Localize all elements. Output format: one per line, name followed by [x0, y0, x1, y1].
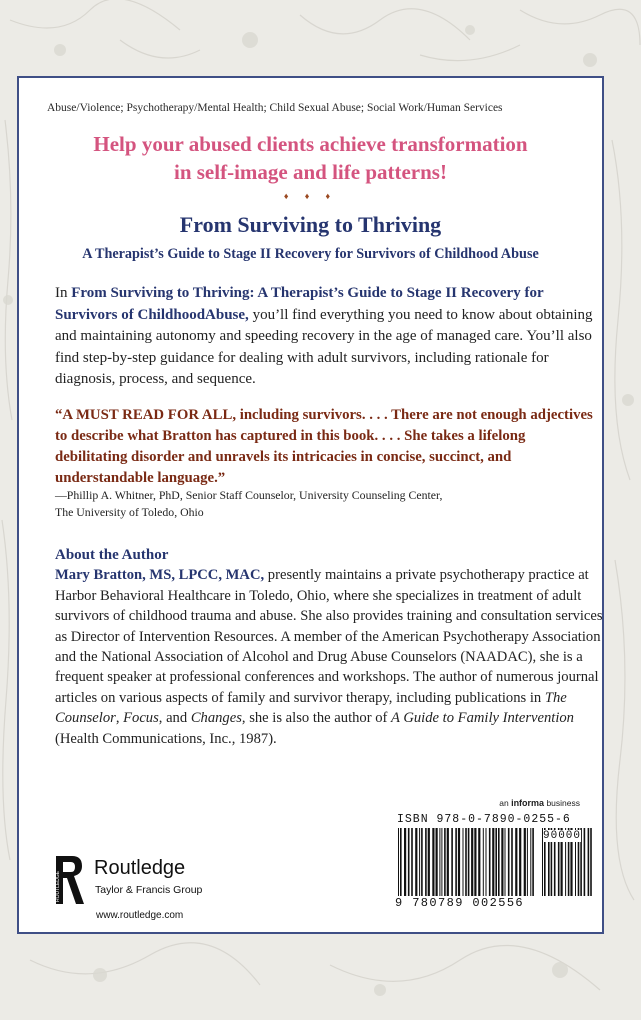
barcode-bar: [436, 828, 438, 896]
barcode-bar: [455, 828, 457, 896]
barcode-bar: [432, 828, 434, 896]
diamond-ornament: ♦ ♦ ♦: [283, 191, 338, 201]
publisher-name: Routledge: [94, 857, 186, 879]
publication-focus: Focus: [123, 710, 159, 727]
barcode-bar: [465, 828, 467, 896]
routledge-logo-icon: [52, 854, 86, 906]
barcode-bar: [398, 828, 399, 896]
barcode-bar: [498, 828, 500, 896]
informa-business-tag: [499, 798, 580, 808]
barcode-bar: [511, 828, 513, 896]
barcode-bar: [419, 828, 420, 896]
barcode-bar: [408, 828, 410, 896]
author-bio: [55, 565, 603, 749]
barcode-bar: [532, 828, 534, 896]
intro-body: you’ll find everything you need to know about obtaining and maintaining autonomy and speeding recovery in the age of managed care. You’ll also find step-by-step guidance for dealing with adult survivors, including rationale for diagnosis, process, and sequence.: [55, 306, 593, 387]
barcode-bar: [527, 828, 528, 896]
back-cover-panel: [17, 76, 604, 934]
barcode-bar: [508, 828, 510, 896]
barcode-bar: [425, 828, 427, 896]
barcode-bar: [492, 828, 494, 896]
barcode-bar: [478, 828, 480, 896]
barcode-bar: [588, 828, 590, 896]
barcode-bar: [415, 828, 417, 896]
barcode-bar: [463, 828, 464, 896]
headline: [19, 130, 602, 186]
price-addon-number: 90000: [543, 830, 582, 842]
book-subtitle: A Therapist’s Guide to Stage II Recovery for Survivors of Childhood Abuse: [82, 246, 539, 262]
barcode-bar: [447, 828, 449, 896]
barcode-bar: [505, 828, 506, 896]
publication-changes: Changes: [190, 710, 242, 727]
headline-line-1: Help your abused clients achieve transformation: [93, 132, 528, 156]
isbn-label: ISBN 978-0-7890-0255-6: [397, 813, 571, 826]
intro-bold-title: From Surviving to Thriving: A Therapist’s Guide to Stage II Recovery for Survivors of ChildhoodAbuse,: [55, 285, 544, 323]
barcode-bar: [519, 828, 521, 896]
endorsement-quote: “A MUST READ FOR ALL, including survivors. . . . There are not enough adjectives to describe what Bratton has captured in this book. . . . She takes a lifelong debilitating disorder and unravels its intricacies in concise, succinct, and understandable language.”: [55, 407, 593, 486]
barcode-main: [397, 828, 537, 896]
barcode-bar: [411, 828, 413, 896]
barcode-bar: [441, 828, 442, 896]
routledge-logo-mark-text: ROUTLEDGE: [55, 870, 61, 902]
about-author-heading: About the Author: [55, 547, 169, 563]
barcode-bar: [468, 828, 470, 896]
barcode-bar: [439, 828, 440, 896]
attribution-line-1: —Phillip A. Whitner, PhD, Senior Staff Counselor, University Counseling Center,: [55, 488, 443, 502]
publication-guide: A Guide to Family Intervention: [391, 710, 574, 727]
barcode-bar: [421, 828, 423, 896]
barcode-bar: [474, 828, 476, 896]
attribution-line-2: The University of Toledo, Ohio: [55, 505, 204, 519]
author-name: Mary Bratton, MS, LPCC, MAC,: [55, 567, 265, 584]
barcode-bar: [515, 828, 517, 896]
bio-part-1: presently maintains a private psychotherapy practice at Harbor Behavioral Healthcare in Toledo, Ohio, where she specializes in treatment of adult survivors of childhood trauma and abuse. She also provides training and consultation services as Director of Intervention Resources. A member of the American Psychotherapy Association and the National Association of Alcohol and Drug Abuse Counselors (NAADAC), she is a frequent speaker at professional conferences and workshops. The author of numerous journal articles on various aspects of family and survivor therapy, including publications in: [55, 567, 603, 706]
informa-brand: informa: [511, 798, 545, 808]
book-title: From Surviving to Thriving: [179, 212, 442, 237]
intro-paragraph: [55, 283, 595, 391]
isbn-barcode-digits: 9 780789 002556: [395, 896, 525, 910]
barcode-bar: [530, 828, 531, 896]
quote-attribution: [55, 487, 442, 521]
bio-part-3: (Health Communications, Inc., 1987).: [55, 730, 277, 747]
subject-categories: Abuse/Violence; Psychotherapy/Mental Health; Child Sexual Abuse; Social Work/Human Services: [47, 102, 503, 114]
informa-suffix: business: [544, 798, 580, 808]
barcode-bar: [428, 828, 430, 896]
barcode-bar: [501, 828, 503, 896]
barcode-bar: [495, 828, 497, 896]
publisher-url[interactable]: www.routledge.com: [96, 910, 184, 921]
intro-lead: In: [55, 285, 72, 301]
bio-sep-1: ,: [115, 710, 124, 727]
barcode-bar: [404, 828, 406, 896]
barcode-bar: [451, 828, 453, 896]
barcode-bar: [483, 828, 484, 896]
barcode-bar: [590, 828, 592, 896]
barcode-bar: [400, 828, 402, 896]
headline-line-2: in self-image and life patterns!: [174, 160, 447, 184]
about-author-section: [55, 545, 603, 749]
barcode-bar: [486, 828, 487, 896]
barcode-bar: [471, 828, 473, 896]
barcode-bar: [584, 828, 586, 896]
barcode-bar: [489, 828, 491, 896]
bio-part-2: , she is also the author of: [241, 710, 392, 727]
informa-prefix: an: [499, 798, 512, 808]
bio-sep-2: , and: [158, 710, 191, 727]
barcode-bar: [524, 828, 526, 896]
barcode-bar: [458, 828, 460, 896]
barcode-bar: [444, 828, 446, 896]
publication-counselor: The Counselor: [55, 689, 567, 727]
publisher-group: Taylor & Francis Group: [95, 884, 203, 896]
